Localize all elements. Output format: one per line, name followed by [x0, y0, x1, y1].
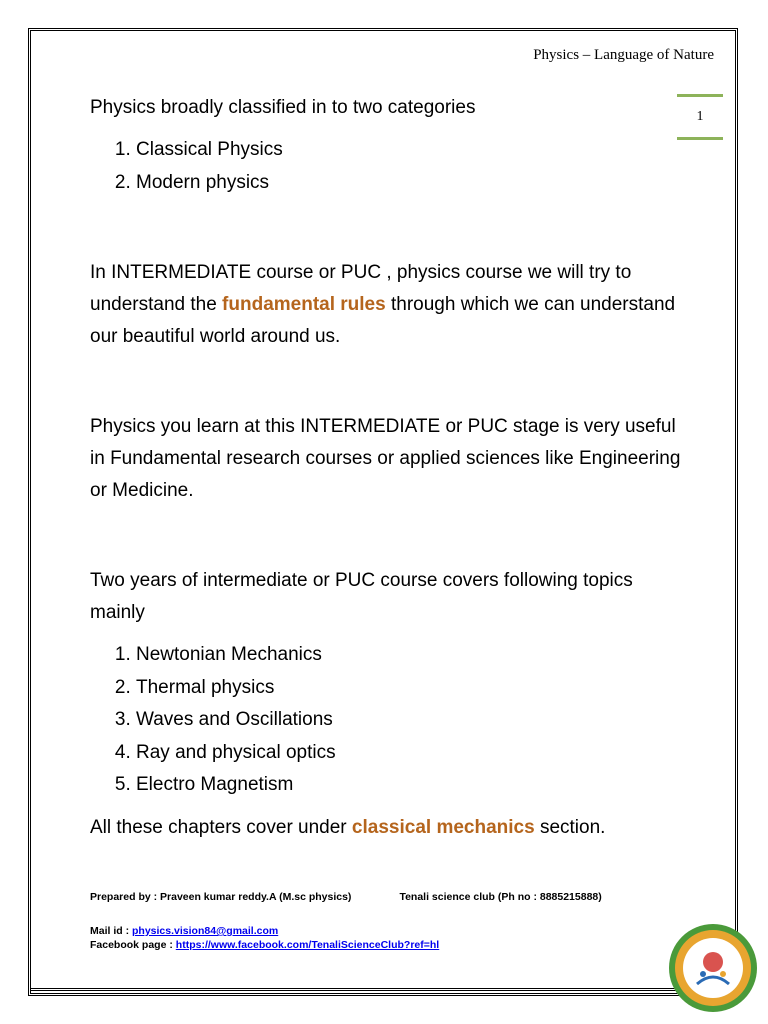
list-item: 2. Modern physics	[136, 167, 690, 200]
bottom-rule	[30, 988, 736, 991]
topics-list	[90, 639, 690, 802]
paragraph-classical: All these chapters cover under classical mechanics section.	[90, 816, 606, 838]
club-info: Tenali science club (Ph no : 8885215888)	[399, 891, 602, 903]
list-item: 1. Classical Physics	[136, 134, 690, 167]
footer	[90, 890, 690, 952]
highlight-fundamental-rules: fundamental rules	[222, 294, 386, 315]
page-content	[90, 92, 690, 844]
mail-link[interactable]: physics.vision84@gmail.com	[132, 925, 279, 937]
list-item: 5. Electro Magnetism	[136, 769, 690, 802]
mail-row: Mail id : physics.vision84@gmail.com	[90, 925, 279, 937]
list-item: 3. Waves and Oscillations	[136, 704, 690, 737]
list-item: 4. Ray and physical optics	[136, 737, 690, 770]
intro-text: Physics broadly classified in to two categories	[90, 97, 476, 118]
paragraph-topics-intro: Two years of intermediate or PUC course covers following topics mainly	[90, 570, 633, 623]
paragraph-usefulness: Physics you learn at this INTERMEDIATE or PUC stage is very useful in Fundamental research courses or applied sciences like Engineering or Medicine.	[90, 416, 681, 501]
page-number: 1	[677, 94, 723, 140]
list-item: 1. Newtonian Mechanics	[136, 639, 690, 672]
list-item: 2. Thermal physics	[136, 672, 690, 705]
facebook-row: Facebook page : https://www.facebook.com/TenaliScienceClub?ref=hl	[90, 939, 440, 951]
club-logo-icon	[667, 922, 759, 1014]
paragraph-fundamental: In INTERMEDIATE course or PUC , physics course we will try to understand the fundamental rules through which we can understand our beautiful world around us.	[90, 262, 676, 347]
header-title: Physics – Language of Nature	[533, 47, 714, 63]
categories-list	[90, 134, 690, 199]
facebook-link[interactable]: https://www.facebook.com/TenaliScienceClub?ref=hl	[175, 939, 440, 951]
highlight-classical-mechanics: classical mechanics	[351, 816, 535, 838]
prepared-by: Prepared by : Praveen kumar reddy.A (M.sc physics)	[90, 891, 352, 903]
